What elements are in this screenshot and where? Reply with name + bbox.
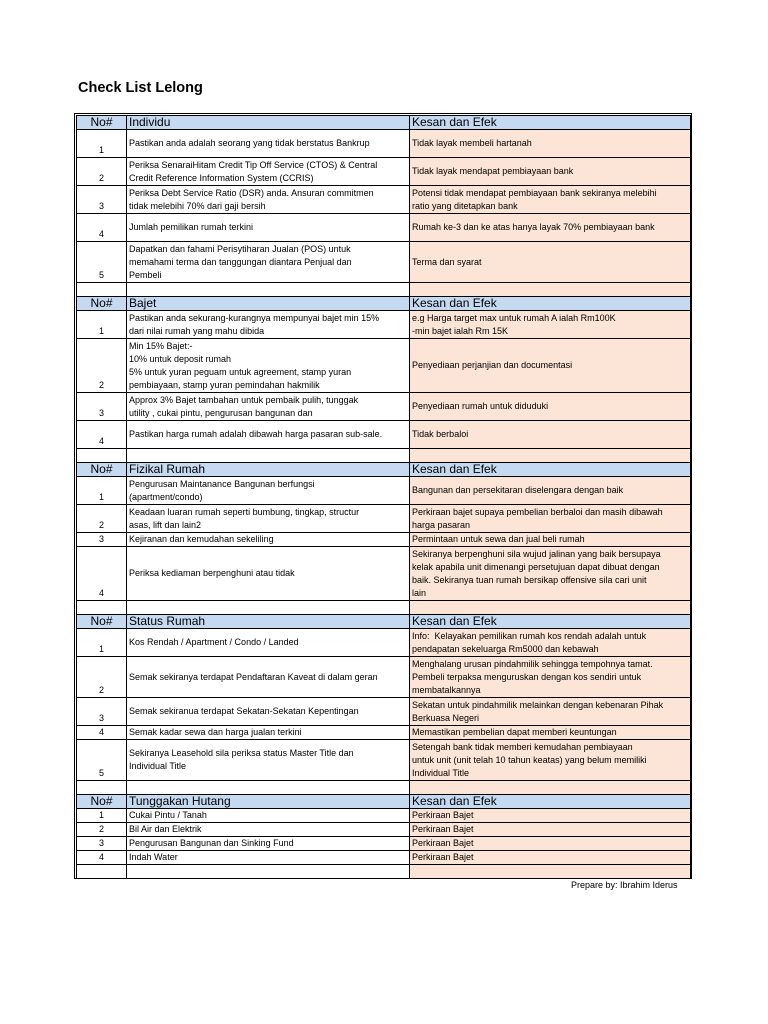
table-row [77, 214, 691, 242]
row-number: 2 [77, 339, 127, 393]
row-number: 3 [77, 393, 127, 421]
checklist-item: Semak sekiranua terdapat Sekatan-Sekatan Kepentingan [127, 698, 410, 726]
checklist-item: Approx 3% Bajet tambahan untuk pembaik pulih, tunggak utility , cukai pintu, pengurusan bangunan dan [127, 393, 410, 421]
header-effect: Kesan dan Efek [410, 795, 691, 809]
row-number: 2 [77, 158, 127, 186]
header-no: No# [77, 297, 127, 311]
row-number: 3 [77, 533, 127, 547]
row-number: 1 [77, 629, 127, 657]
header-no: No# [77, 795, 127, 809]
effect-cell: Perkiraan bajet supaya pembelian berbaloi dan masih dibawah harga pasaran [410, 505, 691, 533]
empty-cell [410, 781, 691, 795]
empty-cell [410, 865, 691, 879]
effect-cell: Terma dan syarat [410, 242, 691, 283]
effect-cell: Rumah ke-3 dan ke atas hanya layak 70% pembiayaan bank [410, 214, 691, 242]
section-header-row [77, 297, 691, 311]
checklist-item: Periksa Debt Service Ratio (DSR) anda. Ansuran commitmen tidak melebihi 70% dari gaji bersih [127, 186, 410, 214]
empty-cell [77, 865, 127, 879]
effect-cell: Perkiraan Bajet [410, 823, 691, 837]
table-row [77, 421, 691, 449]
checklist-item: Pengurusan Maintanance Bangunan berfungsi (apartment/condo) [127, 477, 410, 505]
table-row [77, 393, 691, 421]
empty-cell [410, 449, 691, 463]
row-number: 1 [77, 809, 127, 823]
row-number: 2 [77, 505, 127, 533]
empty-cell [410, 601, 691, 615]
effect-cell: Memastikan pembelian dapat memberi keuntungan [410, 726, 691, 740]
table-row [77, 242, 691, 283]
table-row [77, 740, 691, 781]
header-category: Individu [127, 116, 410, 130]
row-number: 2 [77, 657, 127, 698]
table-row [77, 823, 691, 837]
checklist-item: Indah Water [127, 851, 410, 865]
row-number: 4 [77, 214, 127, 242]
table-row [77, 130, 691, 158]
row-number: 5 [77, 242, 127, 283]
table-row [77, 505, 691, 533]
empty-cell [77, 781, 127, 795]
prepared-by-footer: Prepare by: Ibrahim Iderus [571, 880, 678, 890]
header-category: Status Rumah [127, 615, 410, 629]
section-header-row [77, 116, 691, 130]
row-number: 4 [77, 851, 127, 865]
header-category: Fizikal Rumah [127, 463, 410, 477]
row-number: 4 [77, 726, 127, 740]
checklist-item: Kejiranan dan kemudahan sekeliling [127, 533, 410, 547]
effect-cell: e.g Harga target max untuk rumah A ialah Rm100K -min bajet ialah Rm 15K [410, 311, 691, 339]
checklist-item: Semak kadar sewa dan harga jualan terkini [127, 726, 410, 740]
effect-cell: Setengah bank tidak memberi kemudahan pembiayaan untuk unit (unit telah 10 tahun keatas) yang belum memiliki Individual Title [410, 740, 691, 781]
checklist-item: Jumlah pemilikan rumah terkini [127, 214, 410, 242]
empty-cell [127, 283, 410, 297]
spacer-row [77, 865, 691, 879]
header-effect: Kesan dan Efek [410, 615, 691, 629]
table-row [77, 477, 691, 505]
table-row [77, 851, 691, 865]
checklist-item: Keadaan luaran rumah seperti bumbung, tingkap, structur asas, lift dan lain2 [127, 505, 410, 533]
checklist-item: Pastikan anda sekurang-kurangnya mempunyai bajet min 15% dari nilai rumah yang mahu dibida [127, 311, 410, 339]
effect-cell: Perkiraan Bajet [410, 809, 691, 823]
table-row [77, 311, 691, 339]
effect-cell: Tidak layak membeli hartanah [410, 130, 691, 158]
spacer-row [77, 283, 691, 297]
row-number: 1 [77, 477, 127, 505]
table-row [77, 726, 691, 740]
empty-cell [127, 449, 410, 463]
row-number: 3 [77, 698, 127, 726]
section-header-row [77, 615, 691, 629]
header-no: No# [77, 615, 127, 629]
checklist-item: Cukai Pintu / Tanah [127, 809, 410, 823]
row-number: 5 [77, 740, 127, 781]
empty-cell [127, 601, 410, 615]
effect-cell: Bangunan dan persekitaran diselengara dengan baik [410, 477, 691, 505]
row-number: 1 [77, 311, 127, 339]
effect-cell: Sekiranya berpenghuni sila wujud jalinan yang baik bersupaya kelak apabila unit dimenangi persetujuan dapat dibuat dengan baik. Sekiranya tuan rumah bersikap offensive sila cari unit lain [410, 547, 691, 601]
row-number: 3 [77, 837, 127, 851]
checklist-item: Semak sekiranya terdapat Pendaftaran Kaveat di dalam geran [127, 657, 410, 698]
spacer-row [77, 601, 691, 615]
table-row [77, 158, 691, 186]
effect-cell: Penyediaan rumah untuk diduduki [410, 393, 691, 421]
checklist-item: Pastikan anda adalah seorang yang tidak berstatus Bankrup [127, 130, 410, 158]
section-header-row [77, 795, 691, 809]
row-number: 4 [77, 421, 127, 449]
checklist-item: Pastikan harga rumah adalah dibawah harga pasaran sub-sale. [127, 421, 410, 449]
header-no: No# [77, 116, 127, 130]
table-row [77, 339, 691, 393]
header-effect: Kesan dan Efek [410, 116, 691, 130]
table-row [77, 629, 691, 657]
empty-cell [77, 283, 127, 297]
page-title: Check List Lelong [78, 80, 203, 96]
table-row [77, 186, 691, 214]
effect-cell: Potensi tidak mendapat pembiayaan bank sekiranya melebihi ratio yang ditetapkan bank [410, 186, 691, 214]
table-row [77, 657, 691, 698]
checklist-item: Bil Air dan Elektrik [127, 823, 410, 837]
table-row [77, 698, 691, 726]
effect-cell: Permintaan untuk sewa dan jual beli rumah [410, 533, 691, 547]
effect-cell: Penyediaan perjanjian dan documentasi [410, 339, 691, 393]
effect-cell: Info: Kelayakan pemilikan rumah kos rendah adalah untuk pendapatan sekeluarga Rm5000 dan kebawah [410, 629, 691, 657]
empty-cell [410, 283, 691, 297]
effect-cell: Perkiraan Bajet [410, 837, 691, 851]
effect-cell: Menghalang urusan pindahmilik sehingga tempohnya tamat. Pembeli terpaksa menguruskan dengan kos sendiri untuk membatalkannya [410, 657, 691, 698]
checklist-item: Min 15% Bajet:- 10% untuk deposit rumah 5% untuk yuran peguam untuk agreement, stamp yuran pembiayaan, stamp yuran pemindahan hakmilik [127, 339, 410, 393]
empty-cell [77, 601, 127, 615]
effect-cell: Sekatan untuk pindahmilik melainkan dengan kebenaran Pihak Berkuasa Negeri [410, 698, 691, 726]
row-number: 3 [77, 186, 127, 214]
checklist-item: Pengurusan Bangunan dan Sinking Fund [127, 837, 410, 851]
empty-cell [127, 865, 410, 879]
header-effect: Kesan dan Efek [410, 297, 691, 311]
row-number: 1 [77, 130, 127, 158]
table-row [77, 547, 691, 601]
checklist-item: Dapatkan dan fahami Perisytiharan Jualan (POS) untuk memahami terma dan tanggungan diantara Penjual dan Pembeli [127, 242, 410, 283]
checklist-item: Periksa kediaman berpenghuni atau tidak [127, 547, 410, 601]
checklist-table [76, 115, 691, 879]
checklist-item: Kos Rendah / Apartment / Condo / Landed [127, 629, 410, 657]
table-row [77, 809, 691, 823]
table-row [77, 837, 691, 851]
header-category: Bajet [127, 297, 410, 311]
spacer-row [77, 781, 691, 795]
table-row [77, 533, 691, 547]
checklist-item: Periksa SenaraiHitam Credit Tip Off Service (CTOS) & Central Credit Reference Information System (CCRIS) [127, 158, 410, 186]
header-no: No# [77, 463, 127, 477]
row-number: 2 [77, 823, 127, 837]
checklist-item: Sekiranya Leasehold sila periksa status Master Title dan Individual Title [127, 740, 410, 781]
header-category: Tunggakan Hutang [127, 795, 410, 809]
effect-cell: Perkiraan Bajet [410, 851, 691, 865]
header-effect: Kesan dan Efek [410, 463, 691, 477]
row-number: 4 [77, 547, 127, 601]
empty-cell [77, 449, 127, 463]
section-header-row [77, 463, 691, 477]
checklist-sheet [74, 113, 692, 879]
effect-cell: Tidak layak mendapat pembiayaan bank [410, 158, 691, 186]
effect-cell: Tidak berbaloi [410, 421, 691, 449]
empty-cell [127, 781, 410, 795]
spacer-row [77, 449, 691, 463]
